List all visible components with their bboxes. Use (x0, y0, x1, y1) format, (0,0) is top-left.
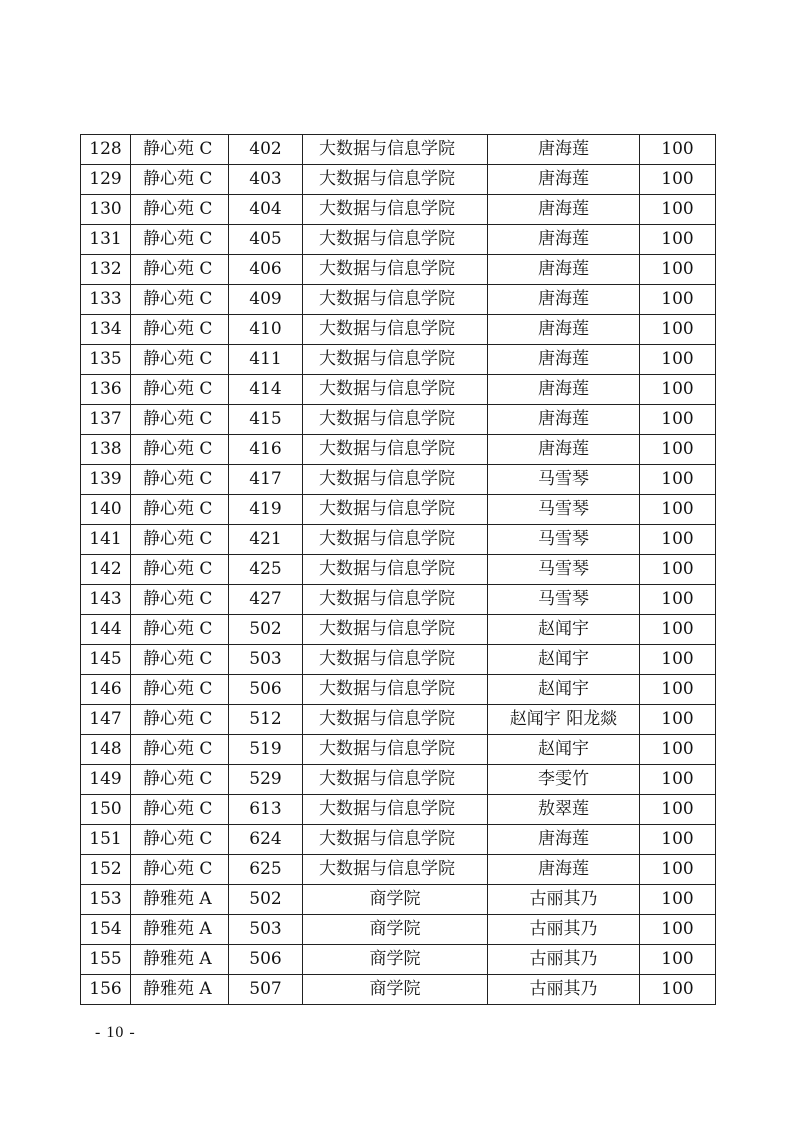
department-cell: 大数据与信息学院 (303, 465, 488, 495)
score-cell: 100 (640, 465, 716, 495)
department-cell: 大数据与信息学院 (303, 795, 488, 825)
score-cell: 100 (640, 885, 716, 915)
row-number-cell: 135 (81, 345, 131, 375)
building-cell: 静心苑 C (131, 375, 229, 405)
department-cell: 大数据与信息学院 (303, 345, 488, 375)
person-cell: 唐海莲 (488, 435, 640, 465)
row-number-cell: 150 (81, 795, 131, 825)
room-number-cell: 503 (229, 915, 303, 945)
room-number-cell: 416 (229, 435, 303, 465)
score-cell: 100 (640, 285, 716, 315)
department-cell: 大数据与信息学院 (303, 675, 488, 705)
room-number-cell: 507 (229, 975, 303, 1005)
room-number-cell: 404 (229, 195, 303, 225)
building-cell: 静心苑 C (131, 315, 229, 345)
department-cell: 大数据与信息学院 (303, 285, 488, 315)
person-cell: 唐海莲 (488, 345, 640, 375)
row-number-cell: 134 (81, 315, 131, 345)
table-row (81, 945, 716, 975)
row-number-cell: 155 (81, 945, 131, 975)
score-cell: 100 (640, 645, 716, 675)
row-number-cell: 144 (81, 615, 131, 645)
row-number-cell: 128 (81, 135, 131, 165)
room-number-cell: 519 (229, 735, 303, 765)
person-cell: 唐海莲 (488, 195, 640, 225)
person-cell: 唐海莲 (488, 405, 640, 435)
score-cell: 100 (640, 375, 716, 405)
person-cell: 敖翠莲 (488, 795, 640, 825)
table-row (81, 195, 716, 225)
score-cell: 100 (640, 765, 716, 795)
table-row (81, 285, 716, 315)
score-cell: 100 (640, 705, 716, 735)
person-cell: 马雪琴 (488, 465, 640, 495)
page-number: - 10 - (95, 1024, 136, 1041)
person-cell: 赵闻宇 阳龙燚 (488, 705, 640, 735)
building-cell: 静心苑 C (131, 615, 229, 645)
table-row (81, 795, 716, 825)
table-row (81, 975, 716, 1005)
table-row (81, 615, 716, 645)
person-cell: 唐海莲 (488, 825, 640, 855)
room-number-cell: 613 (229, 795, 303, 825)
room-number-cell: 406 (229, 255, 303, 285)
department-cell: 大数据与信息学院 (303, 165, 488, 195)
room-number-cell: 506 (229, 945, 303, 975)
row-number-cell: 151 (81, 825, 131, 855)
row-number-cell: 136 (81, 375, 131, 405)
person-cell: 马雪琴 (488, 555, 640, 585)
row-number-cell: 142 (81, 555, 131, 585)
building-cell: 静心苑 C (131, 225, 229, 255)
room-number-cell: 506 (229, 675, 303, 705)
department-cell: 大数据与信息学院 (303, 495, 488, 525)
room-number-cell: 503 (229, 645, 303, 675)
score-cell: 100 (640, 345, 716, 375)
building-cell: 静雅苑 A (131, 975, 229, 1005)
room-number-cell: 427 (229, 585, 303, 615)
room-number-cell: 425 (229, 555, 303, 585)
table-row (81, 495, 716, 525)
row-number-cell: 129 (81, 165, 131, 195)
table-row (81, 165, 716, 195)
score-cell: 100 (640, 435, 716, 465)
building-cell: 静心苑 C (131, 795, 229, 825)
department-cell: 大数据与信息学院 (303, 375, 488, 405)
inspection-table-container (80, 134, 715, 1005)
building-cell: 静雅苑 A (131, 945, 229, 975)
row-number-cell: 145 (81, 645, 131, 675)
person-cell: 马雪琴 (488, 495, 640, 525)
table-row (81, 885, 716, 915)
department-cell: 商学院 (303, 885, 488, 915)
room-number-cell: 624 (229, 825, 303, 855)
person-cell: 赵闻宇 (488, 675, 640, 705)
department-cell: 大数据与信息学院 (303, 705, 488, 735)
row-number-cell: 156 (81, 975, 131, 1005)
table-row (81, 705, 716, 735)
department-cell: 大数据与信息学院 (303, 135, 488, 165)
score-cell: 100 (640, 405, 716, 435)
building-cell: 静心苑 C (131, 645, 229, 675)
table-row (81, 375, 716, 405)
row-number-cell: 154 (81, 915, 131, 945)
building-cell: 静心苑 C (131, 495, 229, 525)
table-row (81, 765, 716, 795)
score-cell: 100 (640, 555, 716, 585)
inspection-table (80, 134, 716, 1005)
department-cell: 大数据与信息学院 (303, 855, 488, 885)
building-cell: 静心苑 C (131, 585, 229, 615)
department-cell: 大数据与信息学院 (303, 735, 488, 765)
department-cell: 商学院 (303, 975, 488, 1005)
table-row (81, 735, 716, 765)
building-cell: 静心苑 C (131, 465, 229, 495)
score-cell: 100 (640, 315, 716, 345)
table-row (81, 525, 716, 555)
score-cell: 100 (640, 255, 716, 285)
person-cell: 唐海莲 (488, 855, 640, 885)
score-cell: 100 (640, 495, 716, 525)
table-row (81, 435, 716, 465)
building-cell: 静心苑 C (131, 675, 229, 705)
table-row (81, 135, 716, 165)
department-cell: 大数据与信息学院 (303, 825, 488, 855)
row-number-cell: 147 (81, 705, 131, 735)
department-cell: 大数据与信息学院 (303, 525, 488, 555)
building-cell: 静心苑 C (131, 285, 229, 315)
room-number-cell: 421 (229, 525, 303, 555)
person-cell: 古丽其乃 (488, 915, 640, 945)
department-cell: 商学院 (303, 945, 488, 975)
person-cell: 赵闻宇 (488, 645, 640, 675)
department-cell: 大数据与信息学院 (303, 615, 488, 645)
person-cell: 赵闻宇 (488, 735, 640, 765)
person-cell: 唐海莲 (488, 135, 640, 165)
department-cell: 大数据与信息学院 (303, 555, 488, 585)
table-row (81, 675, 716, 705)
department-cell: 大数据与信息学院 (303, 585, 488, 615)
table-row (81, 345, 716, 375)
score-cell: 100 (640, 915, 716, 945)
department-cell: 大数据与信息学院 (303, 315, 488, 345)
score-cell: 100 (640, 675, 716, 705)
room-number-cell: 512 (229, 705, 303, 735)
room-number-cell: 529 (229, 765, 303, 795)
table-row (81, 465, 716, 495)
table-row (81, 585, 716, 615)
row-number-cell: 143 (81, 585, 131, 615)
room-number-cell: 419 (229, 495, 303, 525)
score-cell: 100 (640, 975, 716, 1005)
person-cell: 古丽其乃 (488, 885, 640, 915)
person-cell: 古丽其乃 (488, 945, 640, 975)
table-row (81, 855, 716, 885)
score-cell: 100 (640, 825, 716, 855)
score-cell: 100 (640, 525, 716, 555)
row-number-cell: 131 (81, 225, 131, 255)
row-number-cell: 148 (81, 735, 131, 765)
department-cell: 大数据与信息学院 (303, 765, 488, 795)
building-cell: 静心苑 C (131, 405, 229, 435)
score-cell: 100 (640, 135, 716, 165)
row-number-cell: 152 (81, 855, 131, 885)
department-cell: 商学院 (303, 915, 488, 945)
department-cell: 大数据与信息学院 (303, 255, 488, 285)
room-number-cell: 402 (229, 135, 303, 165)
person-cell: 古丽其乃 (488, 975, 640, 1005)
building-cell: 静心苑 C (131, 195, 229, 225)
score-cell: 100 (640, 945, 716, 975)
person-cell: 唐海莲 (488, 375, 640, 405)
table-row (81, 825, 716, 855)
building-cell: 静心苑 C (131, 825, 229, 855)
building-cell: 静心苑 C (131, 165, 229, 195)
person-cell: 唐海莲 (488, 255, 640, 285)
building-cell: 静心苑 C (131, 345, 229, 375)
table-row (81, 405, 716, 435)
row-number-cell: 132 (81, 255, 131, 285)
room-number-cell: 411 (229, 345, 303, 375)
row-number-cell: 153 (81, 885, 131, 915)
row-number-cell: 139 (81, 465, 131, 495)
score-cell: 100 (640, 615, 716, 645)
table-row (81, 555, 716, 585)
room-number-cell: 415 (229, 405, 303, 435)
building-cell: 静心苑 C (131, 855, 229, 885)
building-cell: 静心苑 C (131, 525, 229, 555)
department-cell: 大数据与信息学院 (303, 405, 488, 435)
row-number-cell: 130 (81, 195, 131, 225)
score-cell: 100 (640, 585, 716, 615)
room-number-cell: 414 (229, 375, 303, 405)
person-cell: 李雯竹 (488, 765, 640, 795)
table-row (81, 315, 716, 345)
building-cell: 静心苑 C (131, 255, 229, 285)
table-row (81, 255, 716, 285)
score-cell: 100 (640, 165, 716, 195)
person-cell: 唐海莲 (488, 225, 640, 255)
building-cell: 静雅苑 A (131, 885, 229, 915)
table-body (81, 135, 716, 1005)
person-cell: 马雪琴 (488, 585, 640, 615)
building-cell: 静心苑 C (131, 435, 229, 465)
score-cell: 100 (640, 735, 716, 765)
department-cell: 大数据与信息学院 (303, 435, 488, 465)
row-number-cell: 141 (81, 525, 131, 555)
table-row (81, 225, 716, 255)
room-number-cell: 405 (229, 225, 303, 255)
department-cell: 大数据与信息学院 (303, 195, 488, 225)
building-cell: 静心苑 C (131, 705, 229, 735)
person-cell: 赵闻宇 (488, 615, 640, 645)
building-cell: 静雅苑 A (131, 915, 229, 945)
table-row (81, 915, 716, 945)
room-number-cell: 625 (229, 855, 303, 885)
department-cell: 大数据与信息学院 (303, 225, 488, 255)
row-number-cell: 137 (81, 405, 131, 435)
table-row (81, 645, 716, 675)
row-number-cell: 133 (81, 285, 131, 315)
room-number-cell: 417 (229, 465, 303, 495)
room-number-cell: 403 (229, 165, 303, 195)
score-cell: 100 (640, 195, 716, 225)
row-number-cell: 149 (81, 765, 131, 795)
score-cell: 100 (640, 795, 716, 825)
department-cell: 大数据与信息学院 (303, 645, 488, 675)
score-cell: 100 (640, 225, 716, 255)
building-cell: 静心苑 C (131, 765, 229, 795)
room-number-cell: 409 (229, 285, 303, 315)
person-cell: 马雪琴 (488, 525, 640, 555)
building-cell: 静心苑 C (131, 135, 229, 165)
room-number-cell: 502 (229, 885, 303, 915)
person-cell: 唐海莲 (488, 315, 640, 345)
row-number-cell: 140 (81, 495, 131, 525)
row-number-cell: 138 (81, 435, 131, 465)
score-cell: 100 (640, 855, 716, 885)
room-number-cell: 410 (229, 315, 303, 345)
room-number-cell: 502 (229, 615, 303, 645)
person-cell: 唐海莲 (488, 285, 640, 315)
building-cell: 静心苑 C (131, 735, 229, 765)
person-cell: 唐海莲 (488, 165, 640, 195)
row-number-cell: 146 (81, 675, 131, 705)
building-cell: 静心苑 C (131, 555, 229, 585)
